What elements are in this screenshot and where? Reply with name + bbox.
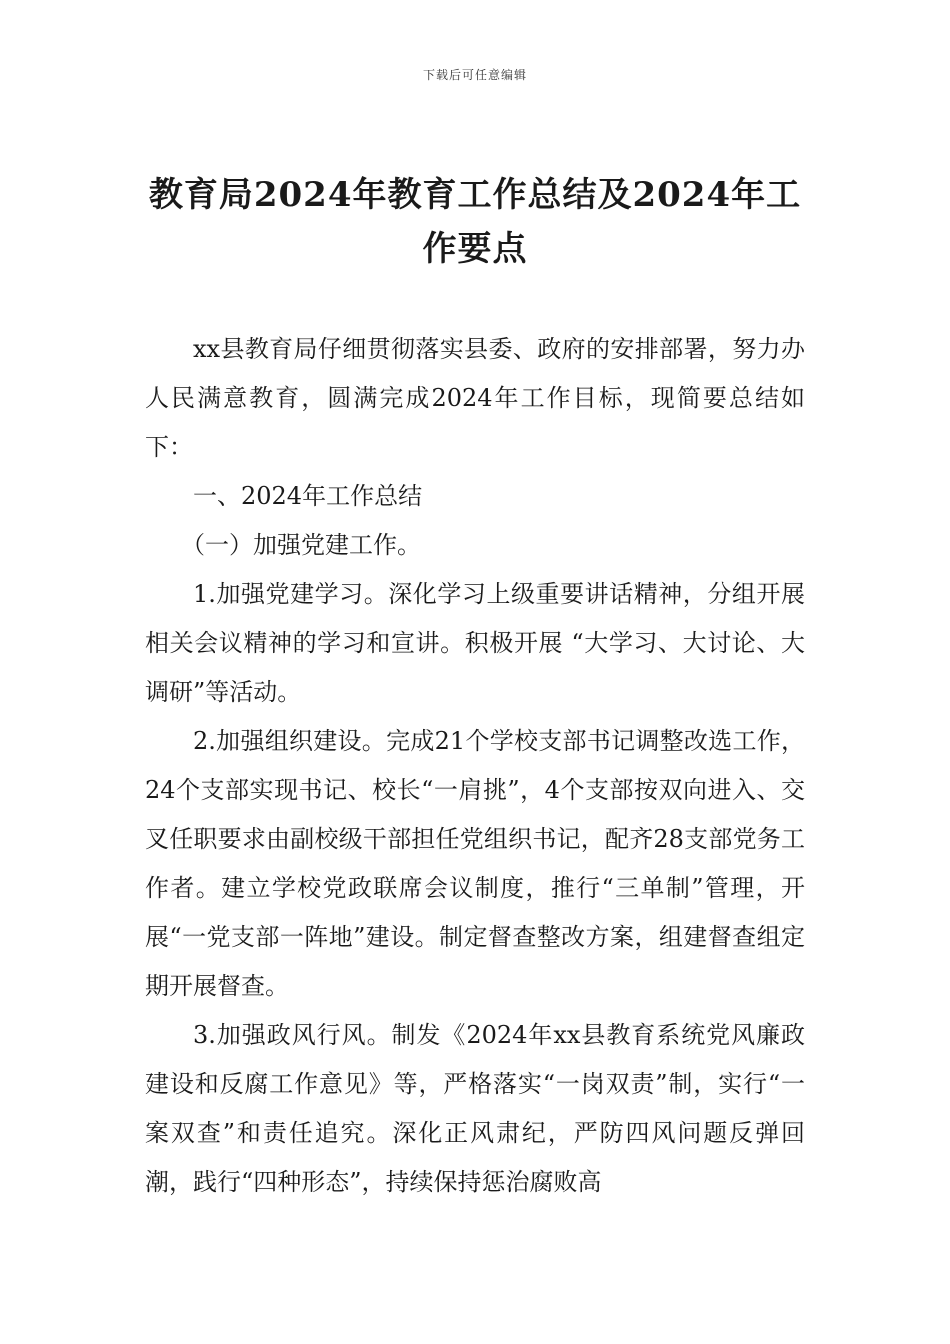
paragraph-item-1: 1.加强党建学习。深化学习上级重要讲话精神，分组开展相关会议精神的学习和宣讲。积极开展 “大学习、大讨论、大调研”等活动。: [145, 580, 805, 706]
document-body: [145, 325, 805, 1207]
paragraph-item-2: 2.加强组织建设。完成21个学校支部书记调整改选工作，24个支部实现书记、校长“一肩挑”，4个支部按双向进入、交叉任职要求由副校级干部担任党组织书记，配齐28支部党务工作者。建立学校党政联席会议制度，推行“三单制”管理，开展“一党支部一阵地”建设。制定督查整改方案，组建督查组定期开展督查。: [145, 727, 805, 1000]
paragraph-item-3: 3.加强政风行风。制发《2024年xx县教育系统党风廉政建设和反腐工作意见》等，严格落实“一岗双责”制，实行“一案双查”和责任追究。深化正风肃纪，严防四风问题反弹回潮，践行“四种形态”，持续保持惩治腐败高: [145, 1021, 805, 1196]
document-title: 教育局2024年教育工作总结及2024年工作要点: [148, 175, 802, 269]
section-heading-1: 一、2024年工作总结: [193, 482, 423, 510]
subsection-heading-1: （一）加强党建工作。: [181, 531, 421, 559]
header-note: 下载后可任意编辑: [422, 68, 527, 82]
paragraph-intro: xx县教育局仔细贯彻落实县委、政府的安排部署，努力办人民满意教育，圆满完成2024年工作目标，现简要总结如下：: [145, 335, 805, 461]
